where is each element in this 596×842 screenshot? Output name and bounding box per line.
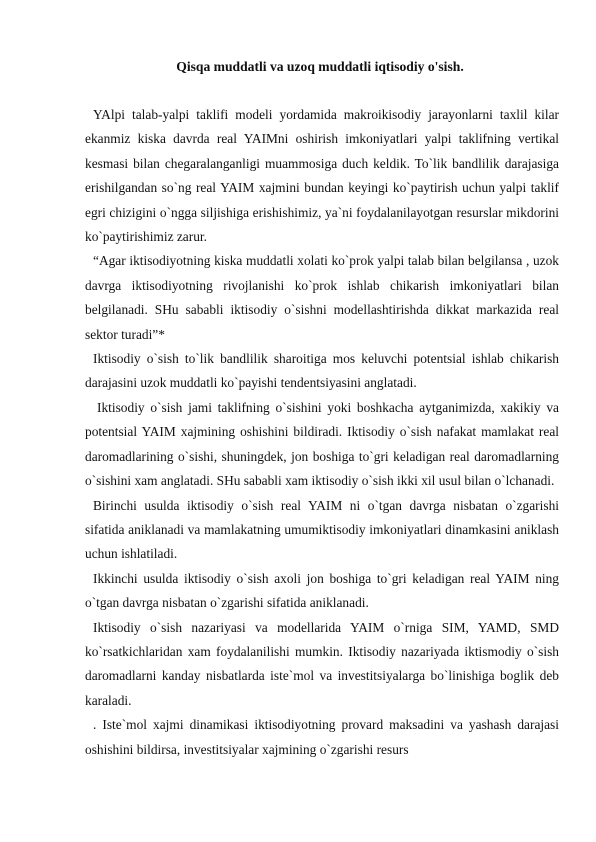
document-body	[85, 103, 559, 762]
document-title: Qisqa muddatli va uzoq muddatli iqtisodiy o'sish.	[176, 59, 464, 74]
paragraph: Iktisodiy o`sish to`lik bandlilik sharoitiga mos keluvchi potentsial ishlab chikarish darajasini uzok muddatli ko`payishi tendentsiyasini anglatadi.	[85, 351, 559, 391]
paragraph: Iktisodiy o`sish nazariyasi va modellarida YAIM o`rniga SIM, YAMD, SMD ko`rsatkichlaridan xam foydalanilishi mumkin. Iktisodiy nazariyada iktismodiy o`sish daromadlarni kanday nisbatlarda iste`mol va investitsiyalarga bo`linishiga boglik deb karaladi.	[85, 619, 559, 708]
paragraph: “Agar iktisodiyotning kiska muddatli xolati ko`prok yalpi talab bilan belgilansa , uzok davrga iktisodiyotning rivojlanishi ko`prok ishlab chikarish imkoniyatlari bilan belgilanadi. SHu sababli iktisodiy o`sishni modellashtirishda dikkat markazida real sektor turadi”*	[85, 253, 559, 342]
paragraph: Iktisodiy o`sish jami taklifning o`sishini yoki boshkacha aytganimizda, xakikiy va potentsial YAIM xajmining oshishini bildiradi. Iktisodiy o`sish nafakat mamlakat real daromadlarining o`sishi, shuningdek, jon boshiga to`gri keladigan real daromadlarning o`sishini xam anglatadi. SHu sababli xam iktisodiy o`sish ikki xil usul bilan o`lchanadi.	[85, 399, 559, 489]
paragraph: Birinchi usulda iktisodiy o`sish real YAIM ni o`tgan davrga nisbatan o`zgarishi sifatida aniklanadi va mamlakatning umumiktisodiy imkoniyatlari dinamkasini aniklash uchun ishlatiladi.	[85, 497, 559, 562]
paragraph: . Iste`mol xajmi dinamikasi iktisodiyotning provard maksadini va yashash darajasi oshishini bildirsa, investitsiyalar xajmining o`zgarishi resurs	[85, 717, 559, 757]
paragraph: Ikkinchi usulda iktisodiy o`sish axoli jon boshiga to`gri keladigan real YAIM ning o`tgan davrga nisbatan o`zgarishi sifatida aniklanadi.	[85, 570, 559, 611]
paragraph: YAlpi talab-yalpi taklifi modeli yordamida makroikisodiy jarayonlarni taxlil kilar ekanmiz kiska davrda real YAIMni oshirish imkoniyatlari yalpi taklifning vertikal kesmasi bilan chegaralanganligi muammosiga duch keldik. To`lik bandlilik darajasiga erishilgandan so`ng real YAIM xajmini bundan keyingi ko`paytirish uchun yalpi taklif egri chizigini o`ngga siljishiga erishishimiz, ya`ni foydalanilayotgan resurslar mikdorini ko`paytirishimiz zarur.	[85, 107, 559, 245]
